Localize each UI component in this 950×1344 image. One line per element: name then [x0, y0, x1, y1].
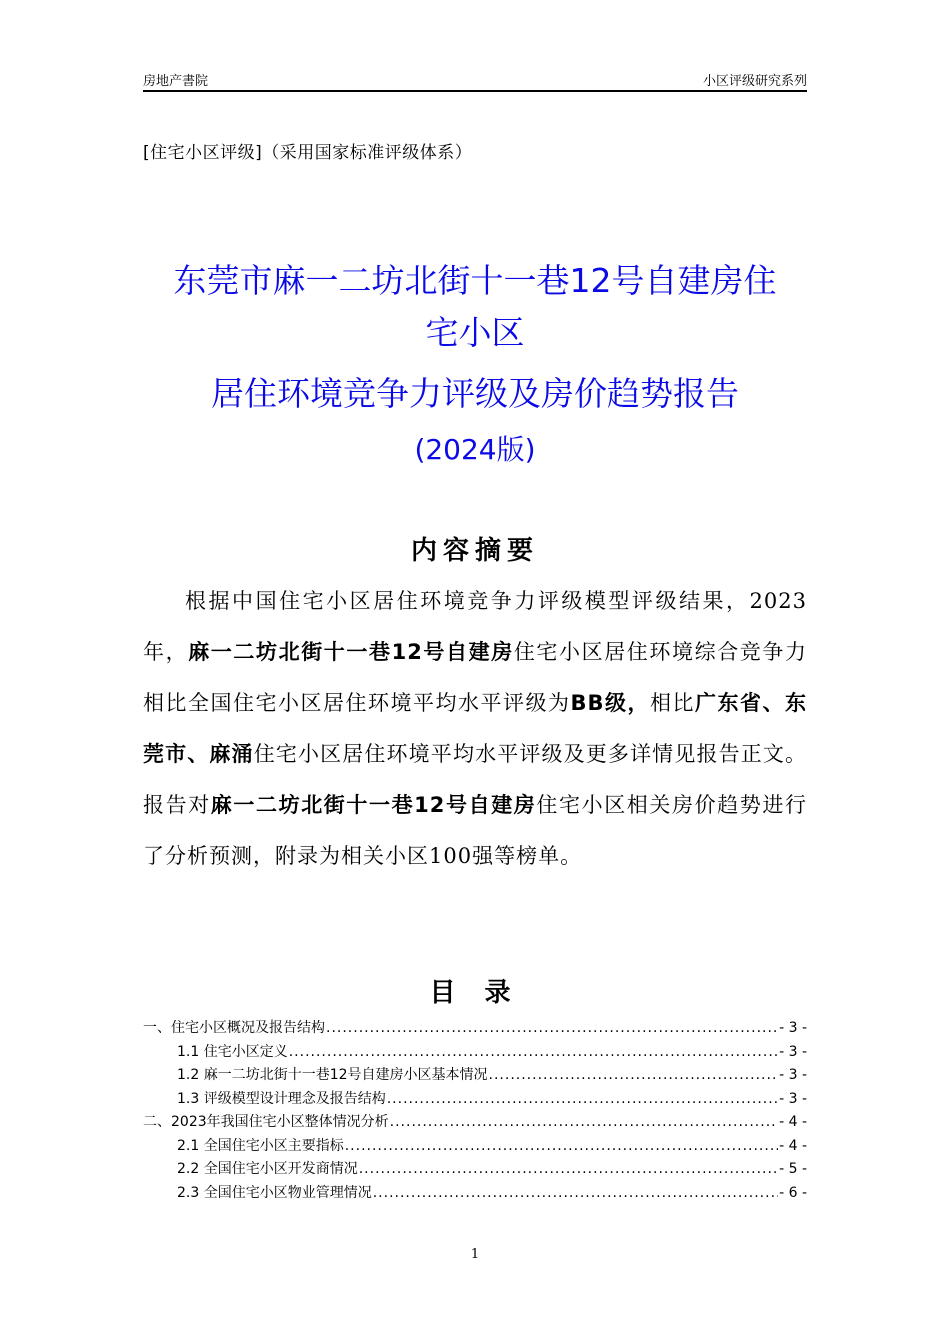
abstract-text: 住宅小区居住环境平均水平评级及更多详情见报告正文。报告对 [143, 742, 808, 817]
toc-entry-page: - 5 - [779, 1161, 807, 1177]
abstract-emphasis: 麻一二坊北街十一巷12号自建房 [188, 640, 514, 664]
page-header [143, 68, 807, 92]
report-title-line-3: 居住环境竞争力评级及房价趋势报告 [211, 374, 739, 413]
header-series: 小区评级研究系列 [702, 74, 807, 89]
toc-entry[interactable] [143, 1158, 807, 1182]
toc-entry-label: 2.3 全国住宅小区物业管理情况 [177, 1184, 372, 1201]
toc-entry-page: - 6 - [779, 1184, 807, 1201]
report-edition: (2024版) [414, 433, 536, 466]
abstract-emphasis: 广东省、东莞市、麻涌 [143, 691, 808, 766]
toc-leader-dots [289, 1041, 778, 1065]
toc-entry-page: - 4 - [779, 1137, 807, 1154]
toc-entry-label: 二、2023年我国住宅小区整体情况分析 [143, 1114, 389, 1130]
toc-entry[interactable] [143, 1111, 807, 1135]
table-of-contents [143, 1017, 807, 1205]
abstract-text: 相比 [650, 691, 696, 715]
abstract-emphasis: BB级， [570, 691, 651, 715]
toc-entry[interactable] [143, 1041, 807, 1065]
toc-entry-page: - 3 - [779, 1090, 807, 1107]
toc-entry[interactable] [143, 1182, 807, 1206]
toc-entry-page: - 3 - [779, 1067, 807, 1083]
toc-entry[interactable] [143, 1017, 807, 1041]
toc-entry-label: 1.3 评级模型设计理念及报告结构 [177, 1090, 386, 1107]
abstract-text: 住宅小区居住环境综合竞争力相比全国住宅小区居住环境平均水平评级为 [143, 640, 807, 715]
toc-entry-label: 2.1 全国住宅小区主要指标 [177, 1137, 344, 1154]
toc-leader-dots [373, 1182, 778, 1206]
toc-leader-dots [387, 1088, 778, 1112]
abstract-heading: 内容摘要 [410, 536, 539, 566]
page-number: 1 [470, 1247, 480, 1262]
toc-leader-dots [359, 1158, 778, 1182]
toc-entry-label: 1.1 住宅小区定义 [177, 1043, 288, 1060]
toc-leader-dots [390, 1111, 778, 1135]
toc-entry[interactable] [143, 1135, 807, 1159]
toc-entry-page: - 4 - [779, 1114, 807, 1130]
abstract-paragraph [143, 576, 807, 882]
abstract-body [143, 576, 807, 882]
toc-entry-page: - 3 - [779, 1043, 807, 1060]
toc-leader-dots [345, 1135, 778, 1159]
abstract-text: 住宅小区相关房价趋势进行了分析预测，附录为相关小区100强等榜单。 [143, 793, 807, 868]
toc-heading: 目 录 [429, 978, 521, 1008]
toc-entry[interactable] [143, 1064, 807, 1088]
toc-entry-page: - 3 - [779, 1020, 807, 1036]
report-title-line-2: 宅小区 [425, 313, 525, 352]
toc-leader-dots [326, 1017, 778, 1041]
header-publisher: 房地产書院 [143, 74, 209, 89]
report-title-line-1: 东莞市麻一二坊北街十一巷12号自建房住 [173, 261, 777, 300]
toc-entry-label: 一、住宅小区概况及报告结构 [143, 1020, 325, 1036]
abstract-text: 根据中国住宅小区居住环境竞争力评级模型评级结果，2023年， [143, 589, 807, 664]
abstract-emphasis: 麻一二坊北街十一巷12号自建房 [210, 793, 537, 817]
toc-leader-dots [489, 1064, 779, 1088]
toc-entry[interactable] [143, 1088, 807, 1112]
category-tag-line: [住宅小区评级]（采用国家标准评级体系） [143, 143, 473, 163]
toc-entry-label: 2.2 全国住宅小区开发商情况 [177, 1161, 358, 1177]
toc-entry-label: 1.2 麻一二坊北街十一巷12号自建房小区基本情况 [177, 1067, 488, 1083]
